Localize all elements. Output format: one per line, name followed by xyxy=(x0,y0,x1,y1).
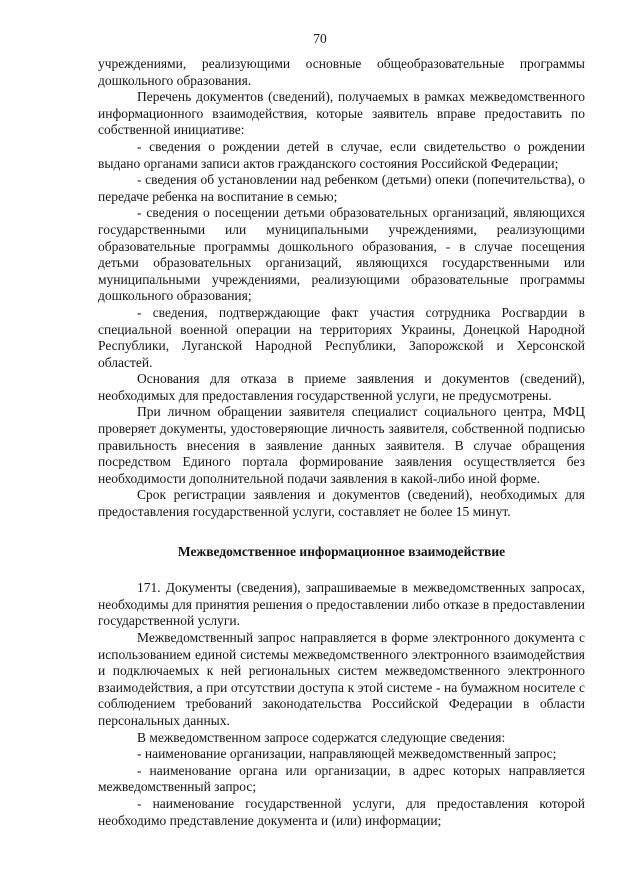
paragraph: 171. Документы (сведения), запрашиваемые в межведомственных запросах, необходимы для принятия решения о предоставлении либо отказе в предоставлении государственной услуги. xyxy=(98,580,585,629)
list-item: - наименование органа или организации, в адрес которых направляется межведомственный запрос; xyxy=(98,762,585,795)
paragraph: В межведомственном запросе содержатся следующие сведения: xyxy=(137,729,506,745)
document-body xyxy=(98,56,585,829)
list-item: - наименование государственной услуги, для предоставления которой необходимо представление документа и (или) информации; xyxy=(98,795,585,828)
list-item: - сведения об установлении над ребенком (детьми) опеки (попечительства), о передаче ребенка на воспитание в семью; xyxy=(98,172,585,204)
paragraph: учреждениями, реализующими основные общеобразовательные программы дошкольного образования. xyxy=(98,56,585,88)
paragraph: При личном обращении заявителя специалист социального центра, МФЦ проверяет документы, удостоверяющие личность заявителя, собственной подписью правильность внесения в заявление данных заявителя. В случае обращения посредством Единого портала формирование заявления осуществляется без необходимости дополнительной подачи заявления в какой-либо иной форме. xyxy=(98,404,585,486)
list-item: - сведения о рождении детей в случае, если свидетельство о рождении выдано органами записи актов гражданского состояния Российской Федерации; xyxy=(98,138,585,171)
page-number: 70 xyxy=(313,31,327,46)
section-heading: Межведомственное информационное взаимодействие xyxy=(177,543,506,559)
paragraph: Межведомственный запрос направляется в форме электронного документа с использованием единой системы межведомственного электронного взаимодействия и подключаемых к ней региональных систем межведомственного электронного взаимодействия, а при отсутствии доступа к этой системе - на бумажном носителе с соблюдением требований законодательства Российской Федерации в области персональных данных. xyxy=(98,630,585,728)
paragraph: Срок регистрации заявления и документов (сведений), необходимых для предоставления государственной услуги, составляет не более 15 минут. xyxy=(98,487,585,520)
paragraph: Основания для отказа в приеме заявления и документов (сведений), необходимых для предоставления государственной услуги, не предусмотрены. xyxy=(98,371,585,403)
list-item: - сведения о посещении детьми образовательных организаций, являющихся государственными или муниципальными учреждениями, реализующими образовательные программы дошкольного образования, - в случае посещения детьми образовательных организаций, являющихся государственными или муниципальными учреждениями, реализующими образовательные программы дошкольного образования; xyxy=(98,205,585,304)
paragraph: Перечень документов (сведений), получаемых в рамках межведомственного информационного взаимодействия, которые заявитель вправе предоставить по собственной инициативе: xyxy=(98,89,585,138)
list-item: - сведения, подтверждающие факт участия сотрудника Росгвардии в специальной военной операции на территориях Украины, Донецкой Народной Республики, Луганской Народной Республики, Запорожской и Херсонской областей. xyxy=(98,304,585,370)
list-item: - наименование организации, направляющей межведомственный запрос; xyxy=(137,746,557,762)
